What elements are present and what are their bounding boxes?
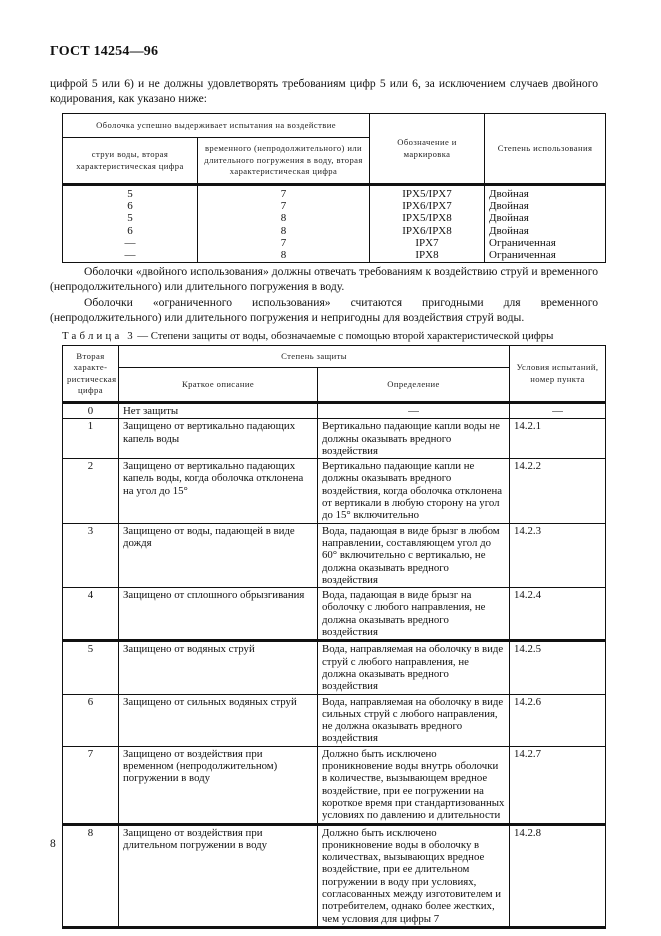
short-description-cell: Защищено от сплошного обрызгивания xyxy=(119,588,318,641)
dual-table-immersion-column xyxy=(198,185,370,263)
clause-cell: 14.2.1 xyxy=(510,419,606,459)
intro-paragraph: цифрой 5 или 6) и не должны удовлетворять требованиям цифр 5 или 6, за исключением случаев двойного кодирования, как указано ниже: xyxy=(50,77,598,105)
dual-cell: 8 xyxy=(280,212,287,225)
dual-table-header-immersion: временного (непродолжительного) или длительного погружения в воду, вторая характеристическая цифра xyxy=(198,138,370,185)
dual-table-jet-column xyxy=(63,185,198,263)
table3-header-digit: Вторая характе-ристическая цифра xyxy=(63,346,119,403)
digit-cell: 7 xyxy=(63,746,119,824)
table-row xyxy=(63,459,606,523)
dual-table-group-header: Оболочка успешно выдерживает испытания на воздействие xyxy=(63,114,370,138)
table3-caption-label: Таблица xyxy=(62,330,123,342)
dual-cell: 7 xyxy=(280,236,287,249)
short-description-cell: Защищено от воздействия при временном (непродолжительном) погружении в воду xyxy=(119,746,318,824)
table-row xyxy=(63,419,606,459)
table3-header-definition: Определение xyxy=(318,368,510,403)
table-row xyxy=(63,746,606,824)
short-description-cell: Нет защиты xyxy=(119,403,318,419)
digit-cell: 4 xyxy=(63,588,119,641)
definition-cell: Должно быть исключено проникновение воды в оболочку в количествах, вызывающих вредное воздействие, при ее длительном погружении в воду при условиях, согласованных между изготовителем и потребителем, однако более жестких, чем условия для цифры 7 xyxy=(318,824,510,927)
dual-cell: Двойная xyxy=(489,188,529,200)
dual-cell: 5 xyxy=(127,212,133,225)
clause-cell: 14.2.5 xyxy=(510,641,606,694)
clause-cell: 14.2.3 xyxy=(510,523,606,587)
dual-table-header-marking: Обозначение и маркировка xyxy=(370,114,485,185)
digit-cell: 1 xyxy=(63,419,119,459)
water-protection-table xyxy=(62,345,606,929)
table3-caption xyxy=(62,330,553,342)
clause-cell: 14.2.7 xyxy=(510,746,606,824)
short-description-cell: Защищено от вертикально падающих капель воды, когда оболочка отклонена на угол до 15° xyxy=(119,459,318,523)
table-row xyxy=(63,824,606,927)
digit-cell: 2 xyxy=(63,459,119,523)
dual-cell: Двойная xyxy=(489,212,529,225)
digit-cell: 5 xyxy=(63,641,119,694)
dual-cell: Ограниченная xyxy=(489,236,556,249)
clause-cell: 14.2.6 xyxy=(510,694,606,746)
definition-cell: Вертикально падающие капли воды не должны оказывать вредного воздействия xyxy=(318,419,510,459)
dual-cell: — xyxy=(124,236,136,249)
dual-cell: IPX5/IPX7 xyxy=(402,188,452,200)
dual-cell: Двойная xyxy=(489,200,529,213)
dual-cell: IPX6/IPX7 xyxy=(402,200,452,213)
clause-cell: 14.2.4 xyxy=(510,588,606,641)
definition-cell: Должно быть исключено проникновение воды внутрь оболочки в количестве, вызывающем вредное воздействие, при ее погружении на короткое время при стандартизованных условиях по давлению и длительности xyxy=(318,746,510,824)
table-row xyxy=(63,694,606,746)
table3-header-short-description: Краткое описание xyxy=(119,368,318,403)
short-description-cell: Защищено от сильных водяных струй xyxy=(119,694,318,746)
paragraph-dual-use: Оболочки «двойного использования» должны отвечать требованиям к воздействию струй и временного (непродолжительного) или длительного погружения в воду. xyxy=(50,265,598,293)
short-description-cell: Защищено от воды, падающей в виде дождя xyxy=(119,523,318,587)
document-header: ГОСТ 14254—96 xyxy=(50,44,159,59)
dual-table-marking-column xyxy=(370,185,485,263)
table-row xyxy=(63,588,606,641)
short-description-cell: Защищено от вертикально падающих капель воды xyxy=(119,419,318,459)
digit-cell: 8 xyxy=(63,824,119,927)
dual-table-usage-column xyxy=(485,185,606,263)
dual-cell: 5 xyxy=(127,188,133,200)
dual-cell: IPX5/IPX8 xyxy=(402,212,452,225)
clause-cell: 14.2.8 xyxy=(510,824,606,927)
definition-cell: — xyxy=(318,403,510,419)
dual-cell: IPX8 xyxy=(415,249,439,262)
definition-cell: Вода, направляемая на оболочку в виде струй с любого направления, не должна оказывать вредного воздействия xyxy=(318,641,510,694)
table3-caption-text: — Степени защиты от воды, обозначаемые с помощью второй характеристической цифры xyxy=(137,330,554,342)
digit-cell: 6 xyxy=(63,694,119,746)
digit-cell: 3 xyxy=(63,523,119,587)
dual-cell: 8 xyxy=(280,249,287,262)
definition-cell: Вода, падающая в виде брызг на оболочку с любого направления, не должна оказывать вредного воздействия xyxy=(318,588,510,641)
dual-cell: Ограниченная xyxy=(489,249,556,262)
dual-cell: IPX6/IPX8 xyxy=(402,224,452,237)
table-row xyxy=(63,641,606,694)
clause-cell: — xyxy=(510,403,606,419)
dual-cell: Двойная xyxy=(489,224,529,237)
dual-table-header-usage: Степень использования xyxy=(485,114,606,185)
dual-cell: IPX7 xyxy=(415,236,439,249)
table3-header-test-conditions: Условия испытаний, номер пункта xyxy=(510,346,606,403)
paragraph-limited-use: Оболочки «ограниченного использования» считаются пригодными для временного (непродолжительного) или длительного погружения и непригодны для воздействия струй воды. xyxy=(50,296,598,324)
table3-caption-number: 3 xyxy=(127,330,133,342)
dual-coding-table xyxy=(62,113,606,263)
table-row xyxy=(63,403,606,419)
short-description-cell: Защищено от водяных струй xyxy=(119,641,318,694)
page-number: 8 xyxy=(50,838,56,850)
dual-cell: 6 xyxy=(127,200,133,213)
dual-cell: 6 xyxy=(127,224,133,237)
definition-cell: Вертикально падающие капли не должны оказывать вредного воздействия, когда оболочка отклонена от вертикали в любую сторону на угол до 15° включительно xyxy=(318,459,510,523)
dual-table-header-jet: струи воды, вторая характеристическая цифра xyxy=(63,138,198,185)
definition-cell: Вода, падающая в виде брызг в любом направлении, составляющем угол до 60° включительно с вертикалью, не должна оказывать вредного воздействия xyxy=(318,523,510,587)
dual-cell: — xyxy=(124,249,136,262)
definition-cell: Вода, направляемая на оболочку в виде сильных струй с любого направления, не должна оказывать вредного воздействия xyxy=(318,694,510,746)
dual-cell: 8 xyxy=(280,224,287,237)
clause-cell: 14.2.2 xyxy=(510,459,606,523)
dual-cell: 7 xyxy=(280,188,287,200)
digit-cell: 0 xyxy=(63,403,119,419)
short-description-cell: Защищено от воздействия при длительном погружении в воду xyxy=(119,824,318,927)
table3-header-protection: Степень защиты xyxy=(119,346,510,368)
dual-cell: 7 xyxy=(280,200,287,213)
table-row xyxy=(63,523,606,587)
